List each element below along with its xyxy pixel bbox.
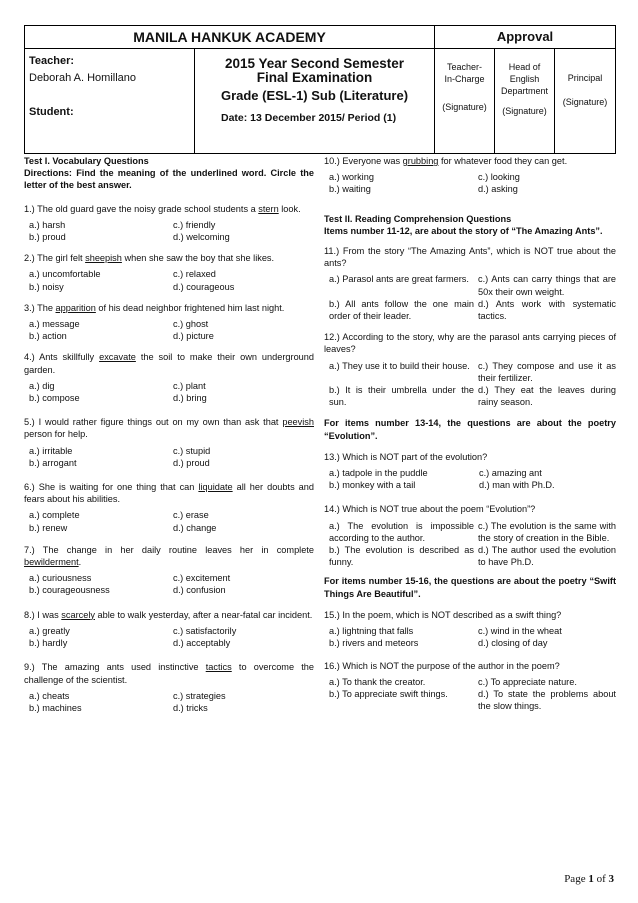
- choice-d[interactable]: d.) To state the problems about the slow things.: [478, 688, 616, 712]
- header-table: [24, 25, 616, 154]
- sig-role-principal: Principal: [567, 73, 603, 83]
- question-13: 13.) Which is NOT part of the evolution? a.) tadpole in the puddle c.) amazing ant b.) monkey with a tail d.) man with Ph.D.: [324, 451, 616, 492]
- sig-role-teacher: Teacher-In-Charge: [444, 62, 485, 84]
- left-column: [24, 155, 314, 714]
- question-10: 10.) Everyone was grubbing for whatever food they can get. a.) working c.) looking b.) waiting d.) asking: [324, 155, 616, 196]
- underlined-word: liquidate: [198, 482, 233, 493]
- choice-c[interactable]: c.) looking: [478, 172, 520, 183]
- choice-a[interactable]: a.) cheats: [29, 690, 70, 701]
- choice-d[interactable]: d.) change: [173, 522, 217, 533]
- choice-c[interactable]: c.) plant: [173, 380, 206, 391]
- choice-d[interactable]: d.) The author used the evolution to have Ph.D.: [478, 545, 616, 568]
- question-6: 6.) She is waiting for one thing that can liquidate all her doubts and fears about his abilities. a.) complete c.) erase b.) renew d.) change: [24, 482, 314, 533]
- choice-b[interactable]: b.) waiting: [329, 184, 371, 195]
- test2-intro-evolution: For items number 13-14, the questions are about the poetry “Evolution”.: [324, 418, 616, 441]
- choice-c[interactable]: c.) excitement: [173, 573, 231, 584]
- choice-c[interactable]: c.) amazing ant: [479, 468, 542, 479]
- choice-d[interactable]: d.) man with Ph.D.: [479, 480, 555, 491]
- sig-sign-principal: (Signature): [562, 97, 608, 107]
- question-3: 3.) The apparition of his dead neighbor frightened him last night. a.) message c.) ghost b.) action d.) picture: [24, 302, 314, 343]
- question-2: 2.) The girl felt sheepish when she saw the boy that she likes. a.) uncomfortable c.) relaxed b.) noisy d.) courageous: [24, 252, 314, 293]
- choice-d[interactable]: d.) tricks: [173, 702, 208, 713]
- test1-directions: Directions: Find the meaning of the underlined word. Circle the letter of the best answer.: [24, 168, 314, 191]
- choice-c[interactable]: c.) erase: [173, 510, 209, 521]
- choice-c[interactable]: c.) They compose and use it as their fertilizer.: [478, 360, 616, 383]
- question-15: 15.) In the poem, which is NOT described as a swift thing? a.) lightning that falls c.) wind in the wheat b.) rivers and meteors d.) closing of day: [324, 609, 616, 650]
- question-1: 1.) The old guard gave the noisy grade school students a stern look. a.) harsh c.) friendly b.) proud d.) welcoming: [24, 203, 314, 244]
- choice-b[interactable]: b.) monkey with a tail: [329, 480, 416, 491]
- choice-a[interactable]: a.) working: [329, 172, 374, 183]
- choice-a[interactable]: a.) message: [29, 319, 80, 330]
- right-column: [324, 155, 616, 712]
- choice-c[interactable]: c.) strategies: [173, 690, 226, 701]
- choice-a[interactable]: a.) tadpole in the puddle: [329, 468, 428, 479]
- choice-b[interactable]: b.) All ants follow the one main order of their leader.: [329, 298, 474, 322]
- question-5: 5.) I would rather figure things out on my own than ask that peevish person for help. a.) irritable c.) stupid b.) arrogant d.) proud: [24, 417, 314, 468]
- exam-title: Final Examination: [256, 70, 373, 85]
- choice-a[interactable]: a.) irritable: [29, 445, 73, 456]
- teacher-name: Deborah A. Homillano: [29, 72, 137, 84]
- choice-d[interactable]: d.) asking: [478, 184, 518, 195]
- underlined-word: stern: [258, 203, 279, 214]
- choice-b[interactable]: b.) machines: [29, 702, 82, 713]
- choice-d[interactable]: d.) proud: [173, 457, 210, 468]
- exam-info-box: [195, 49, 435, 154]
- choice-d[interactable]: d.) picture: [173, 331, 214, 342]
- choice-d[interactable]: d.) bring: [173, 393, 207, 404]
- underlined-word: scarcely: [61, 609, 95, 620]
- underlined-word: apparition: [55, 302, 96, 313]
- sig-role-head: Head of English Department: [500, 62, 549, 96]
- choice-c[interactable]: c.) relaxed: [173, 269, 216, 280]
- grade-subject: Grade (ESL-1) Sub (Literature): [220, 88, 409, 103]
- choice-c[interactable]: c.) stupid: [173, 445, 211, 456]
- question-11: 11.) From the story “The Amazing Ants”, which is NOT true about the ants? a.) Parasol ants are great farmers. c.) Ants can carry things that are 50x their own weight. b.) All ants follow the one main order of their leader. d.) Ants work with systematic tactics.: [324, 246, 616, 322]
- choice-b[interactable]: b.) action: [29, 331, 67, 342]
- choice-b[interactable]: b.) It is their umbrella under the sun.: [329, 385, 474, 408]
- approval-title: Approval: [435, 26, 616, 49]
- choice-d[interactable]: d.) acceptably: [173, 638, 231, 649]
- choice-c[interactable]: c.) ghost: [173, 319, 209, 330]
- choice-b[interactable]: b.) courageousness: [29, 585, 110, 596]
- choice-a[interactable]: a.) The evolution is impossible according to the author.: [329, 520, 474, 543]
- teacher-student-box: [25, 49, 195, 154]
- page-number: Page 1 of 3: [564, 873, 614, 885]
- signature-teacher-in-charge: [435, 49, 495, 154]
- choice-c[interactable]: c.) friendly: [173, 219, 216, 230]
- underlined-word: peevish: [282, 417, 314, 428]
- test1-title: Test I. Vocabulary Questions: [24, 156, 149, 166]
- choice-a[interactable]: a.) greatly: [29, 625, 70, 636]
- choice-b[interactable]: b.) rivers and meteors: [329, 638, 419, 649]
- choice-c[interactable]: c.) satisfactorily: [173, 625, 237, 636]
- question-16: 16.) Which is NOT the purpose of the author in the poem? a.) To thank the creator. c.) To appreciate nature. b.) To appreciate swift things. d.) To state the problems about the slow things.: [324, 660, 616, 712]
- choice-a[interactable]: a.) Parasol ants are great farmers.: [329, 274, 469, 285]
- choice-d[interactable]: d.) They eat the leaves during rainy season.: [478, 385, 616, 408]
- choice-a[interactable]: a.) To thank the creator.: [329, 676, 426, 687]
- choice-b[interactable]: b.) compose: [29, 393, 80, 404]
- choice-b[interactable]: b.) renew: [29, 522, 68, 533]
- choice-b[interactable]: b.) hardly: [29, 638, 68, 649]
- choice-d[interactable]: d.) courageous: [173, 281, 235, 292]
- choice-a[interactable]: a.) complete: [29, 510, 80, 521]
- choice-a[interactable]: a.) harsh: [29, 219, 66, 230]
- question-14: 14.) Which is NOT true about the poem “Evolution”? a.) The evolution is impossible according to the author. c.) The evolution is the same with the story of creation in the Bible. b.) The evolution is described as funny. d.) The author used the evolution to have Ph.D.: [324, 504, 616, 568]
- choice-d[interactable]: d.) confusion: [173, 585, 226, 596]
- question-4: 4.) Ants skillfully excavate the soil to make their own underground garden. a.) dig c.) plant b.) compose d.) bring: [24, 352, 315, 404]
- test2-title: Test II. Reading Comprehension Questions: [324, 213, 512, 224]
- semester-title: 2015 Year Second Semester: [224, 56, 405, 71]
- question-7: 7.) The change in her daily routine leaves her in complete bewilderment. a.) curiousness c.) excitement b.) courageousness d.) confusion: [24, 544, 314, 596]
- school-name: MANILA HANKUK ACADEMY: [25, 26, 435, 49]
- choice-d[interactable]: d.) Ants work with systematic tactics.: [478, 298, 616, 322]
- choice-c[interactable]: c.) Ants can carry things that are 50x their own weight.: [478, 274, 616, 297]
- sig-sign-teacher: (Signature): [442, 102, 487, 112]
- choice-a[interactable]: a.) lightning that falls: [329, 626, 414, 637]
- test2-intro-ants: Items number 11-12, are about the story of “The Amazing Ants”.: [324, 225, 603, 236]
- question-9: 9.) The amazing ants used instinctive tactics to overcome the challenge of the scientist. a.) cheats c.) strategies b.) machines d.) tricks: [24, 662, 314, 713]
- choice-a[interactable]: a.) curiousness: [29, 573, 92, 584]
- test2-intro-swift: For items number 15-16, the questions are about the poetry “Swift Things Are Beautiful”.: [324, 576, 616, 599]
- choice-c[interactable]: c.) To appreciate nature.: [478, 676, 577, 687]
- signature-principal: [555, 49, 616, 154]
- choice-a[interactable]: a.) uncomfortable: [29, 269, 101, 280]
- choice-b[interactable]: b.) proud: [29, 232, 66, 243]
- choice-b[interactable]: b.) arrogant: [29, 457, 77, 468]
- teacher-label: Teacher:: [29, 55, 75, 67]
- choice-d[interactable]: d.) welcoming: [173, 232, 230, 243]
- sig-sign-head: (Signature): [502, 106, 547, 116]
- underlined-word: tactics: [205, 662, 232, 673]
- question-8: 8.) I was scarcely able to walk yesterday, after a near-fatal car incident. a.) greatly c.) satisfactorily b.) hardly d.) acceptably: [24, 609, 313, 649]
- underlined-word: excavate: [99, 352, 136, 363]
- choice-a[interactable]: a.) They use it to build their house.: [329, 360, 470, 371]
- exam-date: Date: 13 December 2015/ Period (1): [221, 112, 397, 124]
- question-12: 12.) According to the story, why are the parasol ants carrying pieces of leaves? a.) They use it to build their house. c.) They compose and use it as their fertilizer. b.) It is their umbrella under the sun. d.) They eat the leaves during rainy season.: [324, 332, 616, 408]
- choice-b[interactable]: b.) To appreciate swift things.: [329, 688, 448, 699]
- choice-c[interactable]: c.) The evolution is the same with the story of creation in the Bible.: [478, 520, 616, 543]
- student-label: Student:: [29, 106, 74, 118]
- choice-d[interactable]: d.) closing of day: [478, 638, 548, 649]
- underlined-word: bewilderment: [24, 557, 79, 568]
- choice-b[interactable]: b.) noisy: [29, 281, 64, 292]
- choice-a[interactable]: a.) dig: [29, 380, 55, 391]
- signature-head-english: [495, 49, 555, 154]
- choice-b[interactable]: b.) The evolution is described as funny.: [329, 545, 474, 568]
- underlined-word: grubbing: [402, 156, 439, 166]
- choice-c[interactable]: c.) wind in the wheat: [478, 626, 562, 637]
- underlined-word: sheepish: [85, 253, 122, 264]
